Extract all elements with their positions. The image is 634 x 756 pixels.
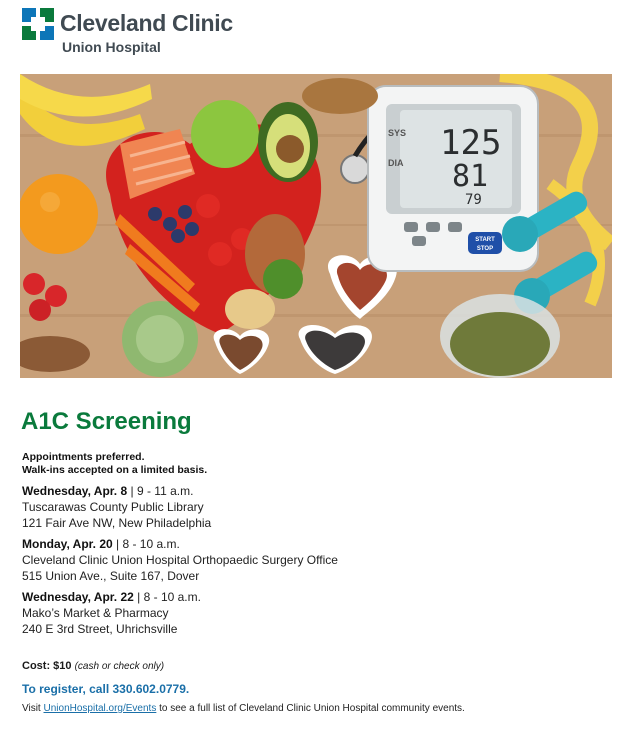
visit-line (22, 703, 465, 714)
event-item (22, 589, 201, 637)
event-time: | 8 - 10 a.m. (112, 537, 180, 551)
monitor-dia-label: DIA (388, 158, 404, 168)
event-address: 515 Union Ave., Suite 167, Dover (22, 569, 200, 583)
event-place: Cleveland Clinic Union Hospital Orthopaedic Surgery Office (22, 553, 338, 567)
appointment-notes (22, 451, 207, 476)
event-place: Mako’s Market & Pharmacy (22, 606, 169, 620)
event-address: 240 E 3rd Street, Uhrichsville (22, 622, 178, 636)
event-time: | 8 - 10 a.m. (133, 590, 201, 604)
event-day: Monday, Apr. 20 (22, 537, 113, 551)
visit-suffix: to see a full list of Cleveland Clinic Union Hospital community events. (156, 703, 465, 714)
brand-header (22, 8, 282, 56)
event-day: Wednesday, Apr. 22 (22, 590, 134, 604)
monitor-stop-label: STOP (476, 246, 494, 252)
healthy-food-blood-pressure-monitor-photo (20, 74, 612, 378)
monitor-start-label: START (475, 237, 495, 243)
cost-line (22, 660, 164, 672)
event-item (22, 483, 211, 531)
brand-name: Cleveland Clinic (60, 10, 233, 36)
register-line: To register, call 330.602.0779. (22, 682, 190, 696)
visit-prefix: Visit (22, 703, 44, 714)
event-address: 121 Fair Ave NW, New Philadelphia (22, 516, 212, 530)
event-time: | 9 - 11 a.m. (127, 484, 194, 498)
monitor-pulse-value: 79 (465, 192, 482, 208)
monitor-sys-label: SYS (388, 128, 407, 138)
note-walkins: Walk-ins accepted on a limited basis. (22, 463, 208, 476)
event-place: Tuscarawas County Public Library (22, 500, 204, 514)
event-item (22, 536, 338, 584)
brand-subname: Union Hospital (62, 39, 161, 55)
event-day: Wednesday, Apr. 8 (22, 484, 128, 498)
events-link[interactable]: UnionHospital.org/Events (43, 703, 157, 714)
note-appointments: Appointments preferred. (22, 451, 145, 463)
cleveland-clinic-cross-icon (22, 8, 54, 40)
cost-note: (cash or check only) (74, 661, 165, 672)
monitor-sys-value: 125 (440, 123, 502, 163)
cost-label: Cost: $10 (22, 660, 72, 672)
page-title: A1C Screening (21, 408, 192, 435)
monitor-dia-value: 81 (452, 159, 489, 194)
